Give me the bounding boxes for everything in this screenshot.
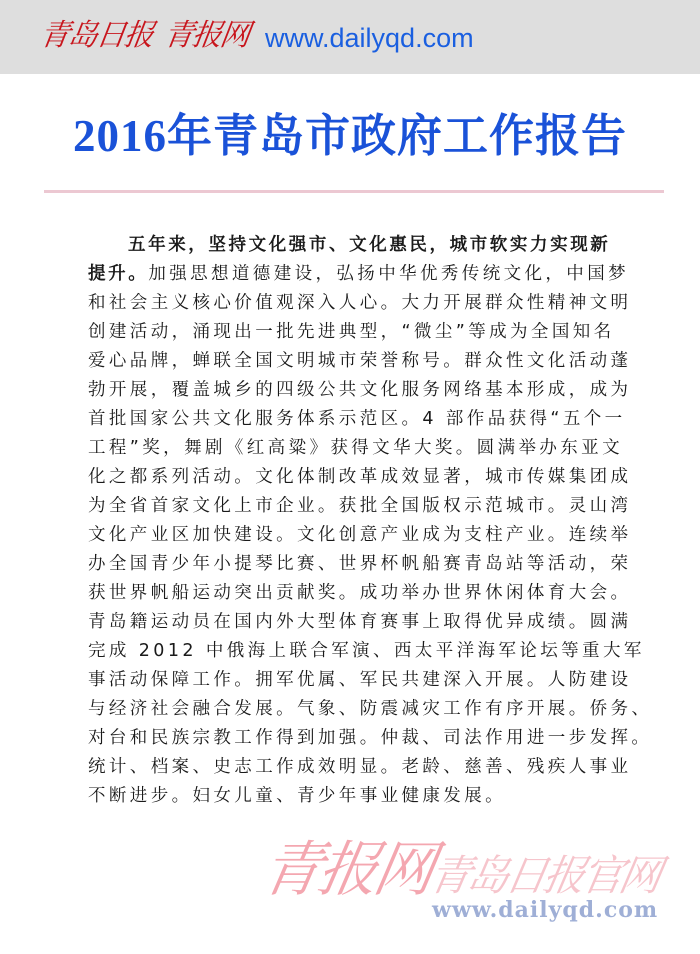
- text-line: [88, 347, 648, 376]
- text-line: [88, 318, 648, 347]
- text-span: 首批国家公共文化服务体系示范区。4 部作品获得“五个一: [88, 409, 626, 429]
- watermark-script-text: 青报网: [256, 835, 437, 905]
- lead-heading: 五年来，坚持文化强市、文化惠民，城市软实力实现新: [128, 235, 611, 255]
- watermark-script-subtext: 青岛日报官网: [425, 851, 662, 900]
- text-span: 和社会主义核心价值观深入人心。大力开展群众性精神文明: [88, 293, 632, 313]
- title-divider: [44, 190, 664, 193]
- text-span: 为全省首家文化上市企业。获批全国版权示范城市。灵山湾: [88, 496, 632, 516]
- text-line: [88, 579, 648, 608]
- text-span: 不断进步。妇女儿童、青少年事业健康发展。: [88, 786, 506, 806]
- paragraph-lead-line: [88, 231, 648, 260]
- watermark-url: www.dailyqd.com: [432, 897, 659, 923]
- text-span: 对台和民族宗教工作得到加强。仲裁、司法作用进一步发挥。: [88, 728, 653, 748]
- article-body: [88, 231, 653, 811]
- text-span: 办全国青少年小提琴比赛、世界杯帆船赛青岛站等活动，荣: [88, 554, 632, 574]
- text-span: 加强思想道德建设，弘扬中华优秀传统文化，中国梦: [148, 264, 630, 284]
- text-span: 事活动保障工作。拥军优属、军民共建深入开展。人防建设: [88, 670, 632, 690]
- text-line: [88, 724, 653, 753]
- text-line: [88, 550, 648, 579]
- watermark: [256, 835, 700, 935]
- text-span: 勃开展，覆盖城乡的四级公共文化服务网络基本形成，成为: [88, 380, 632, 400]
- text-span: 完成 2012 中俄海上联合军演、西太平洋海军论坛等重大军: [88, 641, 645, 661]
- text-line: [88, 695, 653, 724]
- text-line: [88, 492, 648, 521]
- text-span: 创建活动，涌现出一批先进典型，“微尘”等成为全国知名: [88, 322, 615, 342]
- page-title: 2016年青岛市政府工作报告: [72, 111, 627, 161]
- text-span: 爱心品牌，蝉联全国文明城市荣誉称号。群众性文化活动蓬: [88, 351, 632, 371]
- text-span: 文化产业区加快建设。文化创意产业成为支柱产业。连续举: [88, 525, 632, 545]
- text-span: 与经济社会融合发展。气象、防震减灾工作有序开展。侨务、: [88, 699, 653, 719]
- text-line: [88, 463, 648, 492]
- lead-heading-end: 提升。: [88, 264, 149, 284]
- logo-text-qingbao-net: 青报网: [161, 18, 251, 53]
- text-line: [88, 666, 648, 695]
- text-line: [88, 753, 648, 782]
- text-line: [88, 405, 648, 434]
- text-span: 青岛籍运动员在国内外大型体育赛事上取得优异成绩。圆满: [88, 612, 632, 632]
- text-line: [88, 289, 648, 318]
- logo-text-qingdao-daily: 青岛日报: [37, 18, 155, 53]
- text-line: [88, 521, 648, 550]
- watermark-logo: [255, 835, 664, 911]
- text-line: [88, 608, 648, 637]
- text-line: [88, 376, 648, 405]
- text-span: 统计、档案、史志工作成效明显。老龄、慈善、残疾人事业: [88, 757, 632, 777]
- text-line: [88, 637, 648, 666]
- text-line: [88, 782, 648, 811]
- text-span: 获世界帆船运动突出贡献奖。成功举办世界休闲体育大会。: [88, 583, 632, 603]
- text-line: [88, 260, 648, 289]
- text-span: 工程”奖，舞剧《红高粱》获得文华大奖。圆满举办东亚文: [88, 438, 623, 458]
- text-line: [88, 434, 648, 463]
- text-span: 化之都系列活动。文化体制改革成效显著，城市传媒集团成: [88, 467, 632, 487]
- masthead-banner: [0, 0, 700, 74]
- site-url-link[interactable]: www.dailyqd.com: [265, 23, 474, 53]
- newspaper-logo[interactable]: [37, 14, 251, 58]
